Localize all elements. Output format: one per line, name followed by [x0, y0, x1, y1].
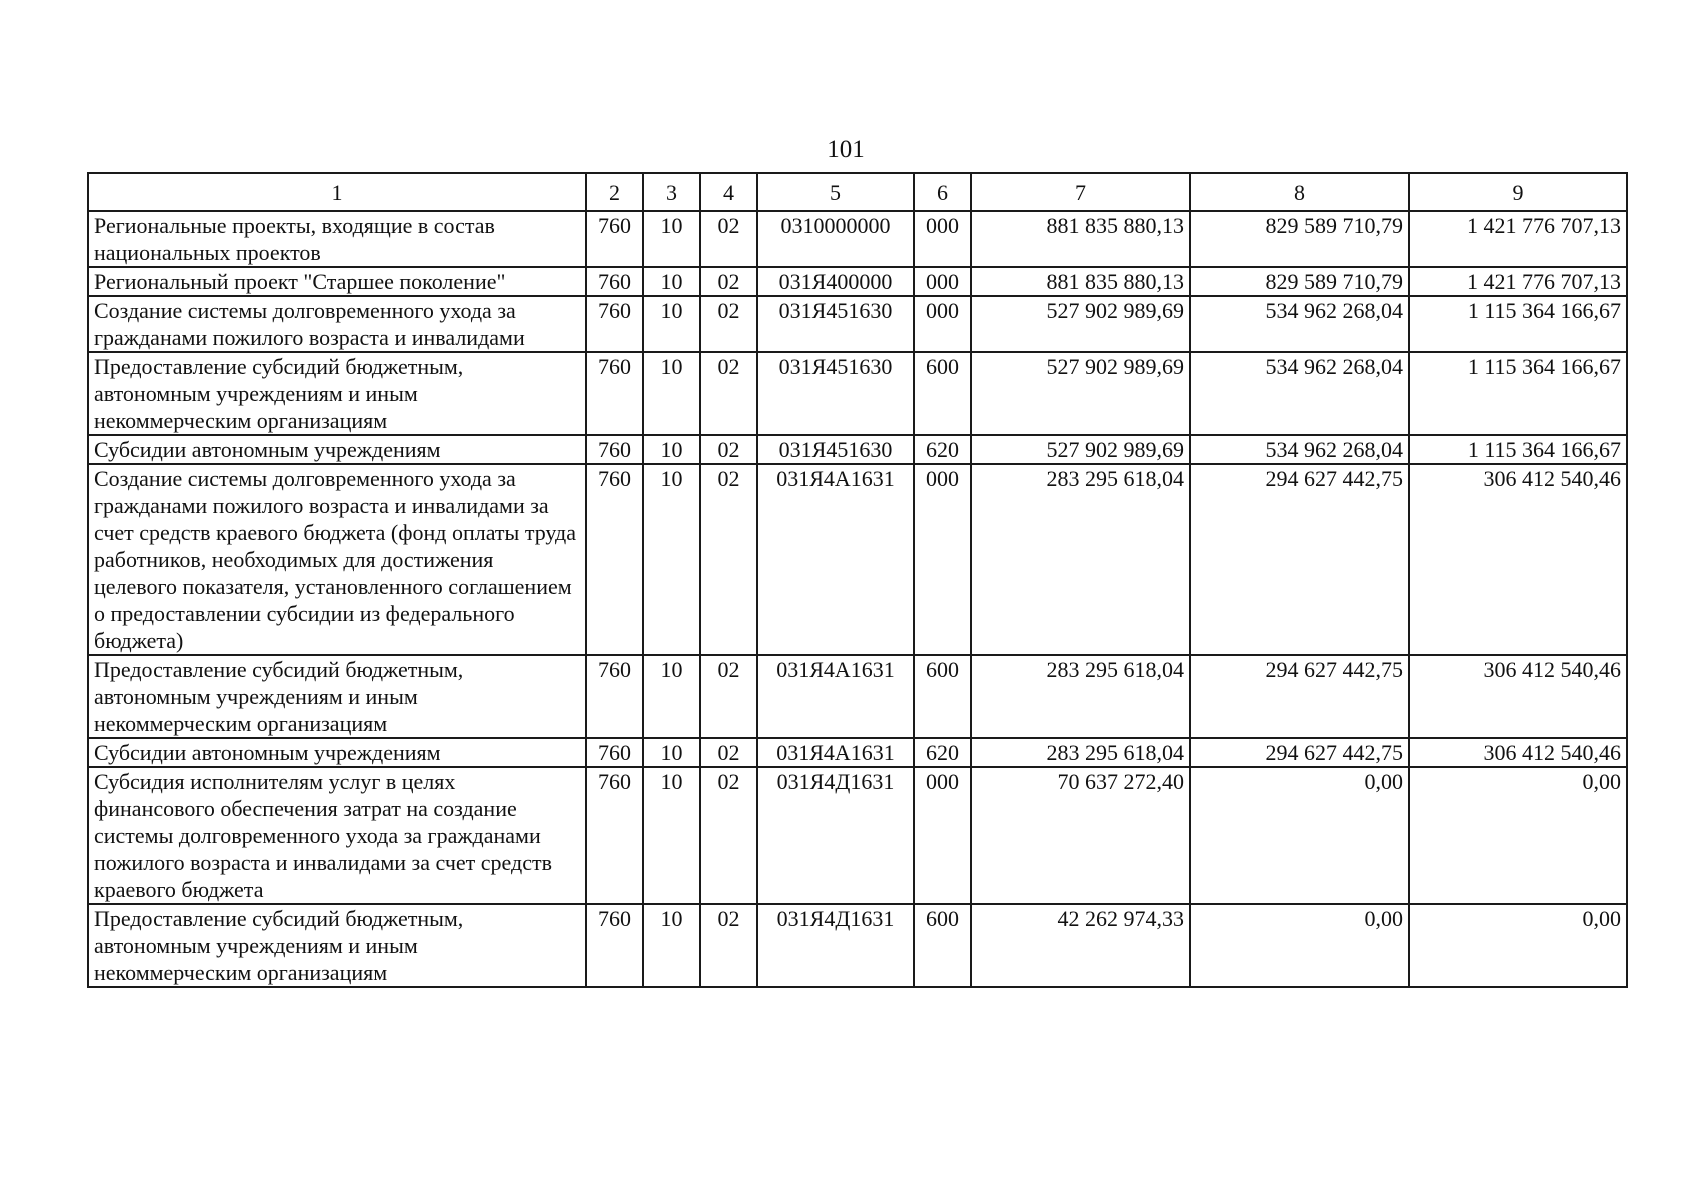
row-razdel: 10: [643, 435, 700, 464]
row-amount-2: 534 962 268,04: [1190, 352, 1409, 435]
row-ved: 760: [586, 738, 643, 767]
row-amount-3: 1 115 364 166,67: [1409, 352, 1627, 435]
row-amount-1: 283 295 618,04: [971, 655, 1190, 738]
row-razdel: 10: [643, 464, 700, 655]
table-row: [88, 296, 1627, 352]
table-row: [88, 211, 1627, 267]
table-row: [88, 738, 1627, 767]
row-name: Субсидия исполнителям услуг в целях финансового обеспечения затрат на создание системы долговременного ухода за гражданами пожилого возраста и инвалидами за счет средств краевого бюджета: [88, 767, 586, 904]
row-ved: 760: [586, 435, 643, 464]
row-vr: 000: [914, 211, 971, 267]
table-row: [88, 767, 1627, 904]
row-amount-1: 527 902 989,69: [971, 352, 1190, 435]
row-csr: 031Я4А1631: [757, 464, 914, 655]
table-row: [88, 655, 1627, 738]
header-cell-6: 6: [914, 173, 971, 211]
row-name: Создание системы долговременного ухода за гражданами пожилого возраста и инвалидами за счет средств краевого бюджета (фонд оплаты труда работников, необходимых для достижения целевого показателя, установленного соглашением о предоставлении субсидии из федерального бюджета): [88, 464, 586, 655]
row-amount-1: 527 902 989,69: [971, 296, 1190, 352]
row-ved: 760: [586, 767, 643, 904]
row-amount-1: 527 902 989,69: [971, 435, 1190, 464]
row-podrazdel: 02: [700, 267, 757, 296]
row-razdel: 10: [643, 904, 700, 987]
row-podrazdel: 02: [700, 296, 757, 352]
row-amount-2: 0,00: [1190, 767, 1409, 904]
row-name: Субсидии автономным учреждениям: [88, 738, 586, 767]
row-csr: 0310000000: [757, 211, 914, 267]
row-razdel: 10: [643, 655, 700, 738]
row-amount-2: 534 962 268,04: [1190, 435, 1409, 464]
row-podrazdel: 02: [700, 211, 757, 267]
row-podrazdel: 02: [700, 738, 757, 767]
row-csr: 031Я400000: [757, 267, 914, 296]
row-amount-3: 1 421 776 707,13: [1409, 267, 1627, 296]
header-cell-5: 5: [757, 173, 914, 211]
row-csr: 031Я4А1631: [757, 655, 914, 738]
row-amount-3: 306 412 540,46: [1409, 738, 1627, 767]
row-razdel: 10: [643, 767, 700, 904]
row-name: Предоставление субсидий бюджетным, автономным учреждениям и иным некоммерческим организациям: [88, 655, 586, 738]
row-csr: 031Я451630: [757, 435, 914, 464]
row-razdel: 10: [643, 296, 700, 352]
row-name: Региональный проект "Старшее поколение": [88, 267, 586, 296]
row-amount-3: 306 412 540,46: [1409, 655, 1627, 738]
header-cell-9: 9: [1409, 173, 1627, 211]
row-csr: 031Я4Д1631: [757, 904, 914, 987]
row-amount-2: 829 589 710,79: [1190, 267, 1409, 296]
header-cell-2: 2: [586, 173, 643, 211]
row-amount-2: 534 962 268,04: [1190, 296, 1409, 352]
row-name: Субсидии автономным учреждениям: [88, 435, 586, 464]
row-name: Предоставление субсидий бюджетным, автономным учреждениям и иным некоммерческим организациям: [88, 904, 586, 987]
row-name: Создание системы долговременного ухода за гражданами пожилого возраста и инвалидами: [88, 296, 586, 352]
row-podrazdel: 02: [700, 767, 757, 904]
row-ved: 760: [586, 904, 643, 987]
row-ved: 760: [586, 464, 643, 655]
row-podrazdel: 02: [700, 904, 757, 987]
row-amount-1: 881 835 880,13: [971, 267, 1190, 296]
row-vr: 000: [914, 296, 971, 352]
row-amount-2: 294 627 442,75: [1190, 738, 1409, 767]
row-amount-3: 1 115 364 166,67: [1409, 435, 1627, 464]
row-podrazdel: 02: [700, 435, 757, 464]
row-ved: 760: [586, 296, 643, 352]
header-cell-1: 1: [88, 173, 586, 211]
row-csr: 031Я4Д1631: [757, 767, 914, 904]
row-amount-2: 294 627 442,75: [1190, 655, 1409, 738]
row-amount-3: 0,00: [1409, 904, 1627, 987]
row-amount-2: 829 589 710,79: [1190, 211, 1409, 267]
row-csr: 031Я4А1631: [757, 738, 914, 767]
row-podrazdel: 02: [700, 655, 757, 738]
table-row: [88, 267, 1627, 296]
row-podrazdel: 02: [700, 352, 757, 435]
table-row: [88, 904, 1627, 987]
row-amount-2: 294 627 442,75: [1190, 464, 1409, 655]
table-row: [88, 435, 1627, 464]
row-csr: 031Я451630: [757, 296, 914, 352]
row-vr: 620: [914, 435, 971, 464]
row-razdel: 10: [643, 267, 700, 296]
row-podrazdel: 02: [700, 464, 757, 655]
header-cell-8: 8: [1190, 173, 1409, 211]
row-ved: 760: [586, 267, 643, 296]
row-vr: 600: [914, 904, 971, 987]
row-amount-1: 283 295 618,04: [971, 464, 1190, 655]
row-vr: 600: [914, 655, 971, 738]
row-vr: 600: [914, 352, 971, 435]
table-row: [88, 464, 1627, 655]
budget-table: [87, 172, 1628, 988]
row-vr: 000: [914, 267, 971, 296]
table-row: [88, 352, 1627, 435]
row-amount-1: 70 637 272,40: [971, 767, 1190, 904]
row-razdel: 10: [643, 738, 700, 767]
row-amount-2: 0,00: [1190, 904, 1409, 987]
row-csr: 031Я451630: [757, 352, 914, 435]
row-amount-3: 306 412 540,46: [1409, 464, 1627, 655]
header-cell-7: 7: [971, 173, 1190, 211]
row-razdel: 10: [643, 211, 700, 267]
row-amount-3: 1 421 776 707,13: [1409, 211, 1627, 267]
row-ved: 760: [586, 352, 643, 435]
row-name: Региональные проекты, входящие в состав национальных проектов: [88, 211, 586, 267]
row-ved: 760: [586, 211, 643, 267]
header-row: [88, 173, 1627, 211]
row-amount-1: 881 835 880,13: [971, 211, 1190, 267]
row-amount-1: 283 295 618,04: [971, 738, 1190, 767]
row-vr: 620: [914, 738, 971, 767]
row-razdel: 10: [643, 352, 700, 435]
row-vr: 000: [914, 767, 971, 904]
row-ved: 760: [586, 655, 643, 738]
row-vr: 000: [914, 464, 971, 655]
header-cell-4: 4: [700, 173, 757, 211]
row-amount-3: 0,00: [1409, 767, 1627, 904]
header-cell-3: 3: [643, 173, 700, 211]
row-amount-1: 42 262 974,33: [971, 904, 1190, 987]
row-name: Предоставление субсидий бюджетным, автономным учреждениям и иным некоммерческим организациям: [88, 352, 586, 435]
page-number: 101: [827, 136, 865, 163]
row-amount-3: 1 115 364 166,67: [1409, 296, 1627, 352]
